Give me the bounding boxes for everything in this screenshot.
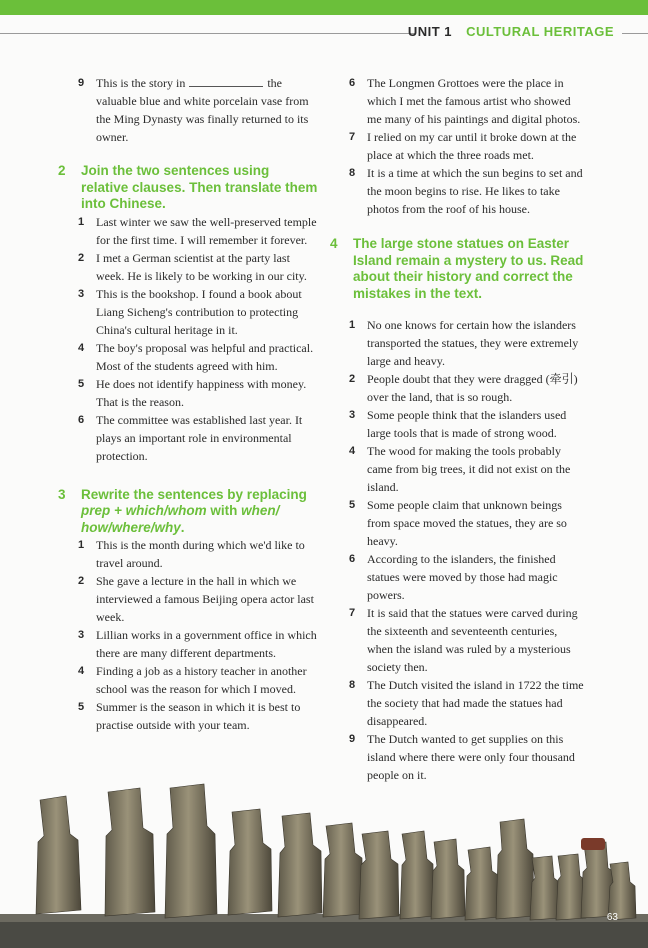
item-number: 3: [349, 409, 356, 421]
top-color-bar: [0, 0, 648, 15]
item-text: He does not identify happiness with money. That is the reason.: [96, 376, 307, 409]
item-number: 4: [78, 341, 85, 354]
item-number: 1: [349, 319, 356, 331]
item-text: Finding a job as a history teacher in another school was the reason for which I moved.: [96, 664, 307, 696]
header-rule-left: [0, 33, 416, 34]
page-number: 63: [606, 912, 618, 923]
task4-list: [328, 316, 584, 784]
item-text: The boy's proposal was helpful and practical. Most of the students agreed with him.: [96, 340, 314, 373]
item-text: Lillian works in a government office in which there are many different departments.: [96, 628, 317, 660]
list-item: [328, 370, 584, 406]
item-text: The Dutch visited the island in 1722 the time the society that had made the statues had disappeared.: [367, 678, 584, 728]
task1-continuation: [56, 74, 318, 146]
list-item: [56, 536, 318, 572]
item-text: People doubt that they were dragged (牵引) over the land, that is so rough.: [367, 372, 578, 404]
task2-list: [56, 213, 318, 465]
list-item: [56, 698, 318, 734]
item-number: 2: [349, 373, 356, 385]
list-item: [328, 730, 584, 784]
item-number: 7: [349, 607, 356, 619]
item-number: 6: [349, 553, 356, 565]
fill-in-blank[interactable]: [189, 74, 263, 87]
item-number: 8: [349, 679, 356, 691]
list-item: [328, 550, 584, 604]
task3-list: [56, 536, 318, 734]
list-item: [328, 406, 584, 442]
list-item: [56, 411, 318, 465]
item-number: 2: [78, 575, 85, 587]
task-heading: 3 Rewrite the sentences by replacing prep + which/whom with when/ how/where/why.: [58, 486, 307, 535]
pukao-topknot: [581, 838, 605, 850]
item-text: Summer is the season in which it is best to practise outside with your team.: [96, 700, 301, 732]
list-item: [56, 662, 318, 698]
page-header: [408, 24, 614, 39]
item-text: It is said that the statues were carved during the sixteenth and seventeenth centuries, when the island was ruled by a mysterious society then.: [367, 606, 578, 674]
item-number: 5: [349, 499, 356, 511]
list-item: [328, 604, 584, 676]
item-text: This is the bookshop. I found a book about Liang Sicheng's contribution to protecting China's cultural heritage in it.: [96, 286, 302, 337]
item-number: 6: [78, 413, 85, 426]
item-number: 4: [349, 445, 356, 457]
list-item: [56, 572, 318, 626]
item-number: 5: [78, 377, 85, 390]
item-text: No one knows for certain how the islanders transported the statues, they were extremely large and heavy.: [367, 318, 579, 368]
item-number: 1: [78, 539, 85, 551]
task-heading: 2 Join the two sentences using relative clauses. Then translate them into Chinese.: [58, 163, 318, 211]
unit-label: UNIT 1: [407, 24, 452, 39]
list-item: [56, 339, 318, 375]
item-text: She gave a lecture in the hall in which we interviewed a famous Beijing opera actor last week.: [96, 574, 314, 624]
list-item: [56, 375, 318, 411]
list-item: [56, 626, 318, 662]
item-number: 9: [349, 733, 356, 745]
list-item: [56, 249, 318, 285]
item-text: I relied on my car until it broke down at the place at which the three roads met.: [367, 130, 577, 162]
list-item: [328, 316, 584, 370]
left-column: [56, 74, 318, 734]
unit-title: CULTURAL HERITAGE: [466, 24, 614, 39]
item-text: The Longmen Grottoes were the place in which I met the famous artist who showed me many of his paintings and digital photos.: [367, 76, 581, 126]
item-number: 1: [78, 215, 85, 228]
list-item: [328, 128, 584, 164]
item-number: 6: [349, 77, 356, 89]
list-item: 9 This is the story in the valuable blue and white porcelain vase from the Ming Dynasty was finally returned to its owner.: [78, 76, 309, 144]
item-number: 4: [78, 665, 85, 677]
item-text: Last winter we saw the well-preserved temple for the first time. I will remember it forever.: [96, 214, 317, 247]
task-heading: 4 The large stone statues on Easter Island remain a mystery to us. Read about their history and correct the mistakes in the text.: [330, 236, 584, 301]
item-number: 7: [349, 131, 356, 143]
item-number: 3: [78, 287, 85, 300]
list-item: [328, 442, 584, 496]
item-text: This is the month during which we'd like to travel around.: [96, 538, 305, 570]
task2-continuation: [328, 74, 584, 218]
item-text: Some people think that the islanders used large tools that is made of strong wood.: [367, 408, 567, 440]
list-item: [56, 285, 318, 339]
list-item: [328, 74, 584, 128]
item-number: 2: [78, 251, 85, 264]
item-text: The committee was established last year. It plays an important role in environmental protection.: [96, 412, 303, 463]
easter-island-statues-photo: [0, 778, 648, 948]
list-item: [56, 213, 318, 249]
item-text: Some people claim that unknown beings from space moved the statues, they are so heavy.: [367, 498, 567, 548]
list-item: [328, 496, 584, 550]
item-text: It is a time at which the sun begins to set and the moon begins to rise. He likes to take photos from the roof of his house.: [367, 166, 583, 216]
item-number: 5: [78, 701, 85, 713]
item-text: According to the islanders, the finished statues were moved by those had magic powers.: [367, 552, 558, 602]
item-text: The wood for making the tools probably came from big trees, it did not exist on the island.: [367, 444, 571, 494]
item-number: 3: [78, 629, 85, 641]
item-text: The Dutch wanted to get supplies on this island where there were only four thousand people on it.: [367, 732, 575, 782]
item-number: 8: [349, 167, 356, 179]
item-text: I met a German scientist at the party last week. He is likely to be working in our city.: [96, 250, 307, 283]
list-item: [328, 164, 584, 218]
right-column: [328, 74, 584, 784]
header-rule-right: [622, 33, 648, 34]
list-item: [328, 676, 584, 730]
